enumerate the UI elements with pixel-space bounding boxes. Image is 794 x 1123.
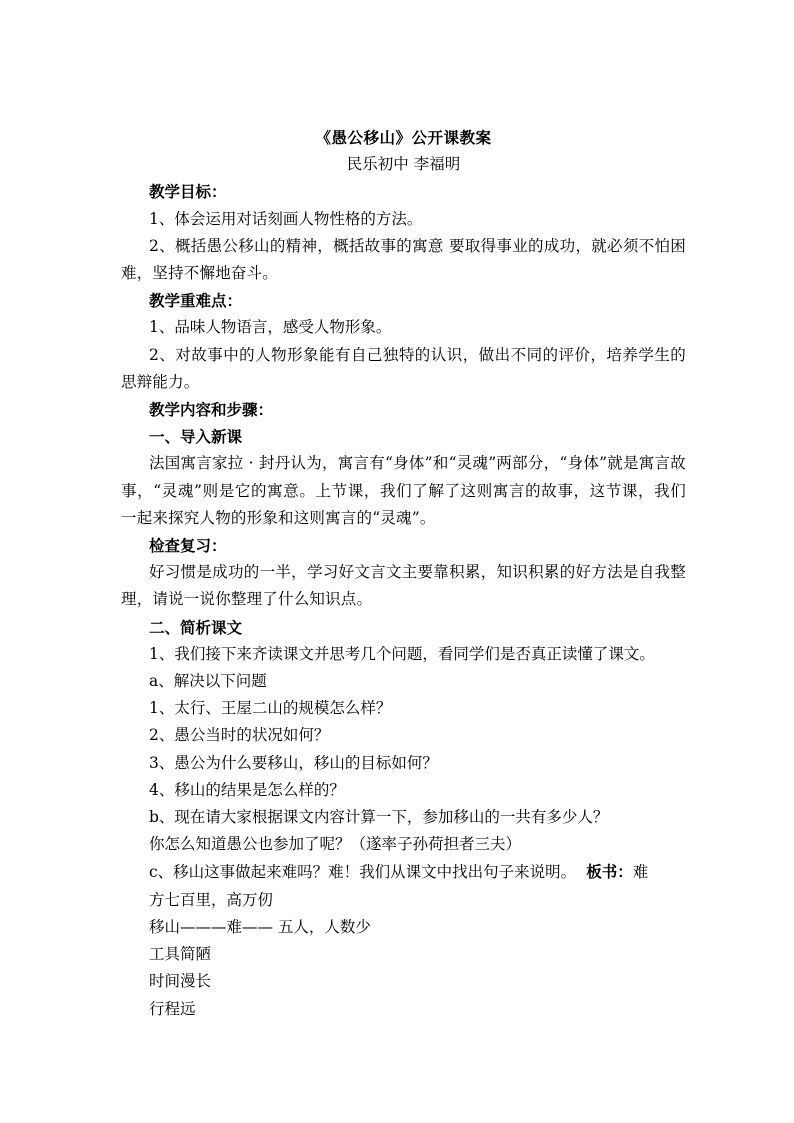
key-points-heading: 教学重难点： <box>149 291 243 311</box>
board-line: 行程远 <box>149 999 196 1018</box>
board-line: 移山———难—— 五人，人数少 <box>149 917 371 936</box>
board-line: 方七百里，高万仞 <box>149 890 274 909</box>
key-point-item: 1、品味人物语言，感受人物形象。 <box>149 318 392 337</box>
section2-line: 4、移山的结果是怎么样的？ <box>149 780 345 799</box>
section1-heading: 一、导入新课 <box>149 427 243 447</box>
board-label: 板书： <box>586 862 633 882</box>
board-first: 难 <box>632 863 649 882</box>
board-line: 时间漫长 <box>149 972 212 991</box>
key-point-item: 2、对故事中的人物形象能有自己独特的认识，做出不同的评价，培养学生的思辩能力。 <box>121 345 686 391</box>
board-line: 工具简陋 <box>149 945 212 964</box>
section2-line: 1、我们接下来齐读课文并思考几个问题，看同学们是否真正读懂了课文。 <box>149 644 655 663</box>
section2-line: 2、愚公当时的状况如何？ <box>149 726 330 745</box>
steps-heading: 教学内容和步骤： <box>149 400 274 420</box>
section2-heading: 二、简析课文 <box>149 617 243 637</box>
section2-line: 1、太行、王屋二山的规模怎么样？ <box>149 699 392 718</box>
review-heading: 检查复习： <box>149 536 227 556</box>
objective-item: 1、体会运用对话刻画人物性格的方法。 <box>149 209 423 228</box>
section2-line: 你怎么知道愚公也参加了呢？（遂率子孙荷担者三夫） <box>149 835 522 854</box>
review-paragraph: 好习惯是成功的一半，学习好文言文主要靠积累，知识积累的好方法是自我整理，请说一说你整理了什么知识点。 <box>121 563 686 609</box>
c-question-text: c、移山这事做起来难吗？难！我们从课文中找出句子来说明。 <box>149 863 577 882</box>
section2-line: b、现在请大家根据课文内容计算一下，参加移山的一共有多少人？ <box>149 808 609 827</box>
document-title: 《愚公移山》公开课教案 <box>315 128 492 147</box>
document-body <box>121 124 686 1023</box>
objectives-heading: 教学目标： <box>149 182 227 202</box>
objective-item: 2、概括愚公移山的精神，概括故事的寓意 要取得事业的成功，就必须不怕困难，坚持不懈地奋斗。 <box>121 236 686 283</box>
section1-paragraph: 法国寓言家拉 · 封丹认为，寓言有“身体”和“灵魂”两部分，“身体”就是寓言故事，“灵魂”则是它的寓意。上节课，我们了解了这则寓言的故事，这节课，我们一起来探究人物的形象和这则寓言的“灵魂”。 <box>121 454 686 527</box>
document-author: 民乐初中 李福明 <box>346 155 461 174</box>
c-question-line <box>121 858 686 886</box>
section2-line: 3、愚公为什么要移山，移山的目标如何？ <box>149 753 438 772</box>
section2-line: a、解决以下问题 <box>149 672 267 691</box>
